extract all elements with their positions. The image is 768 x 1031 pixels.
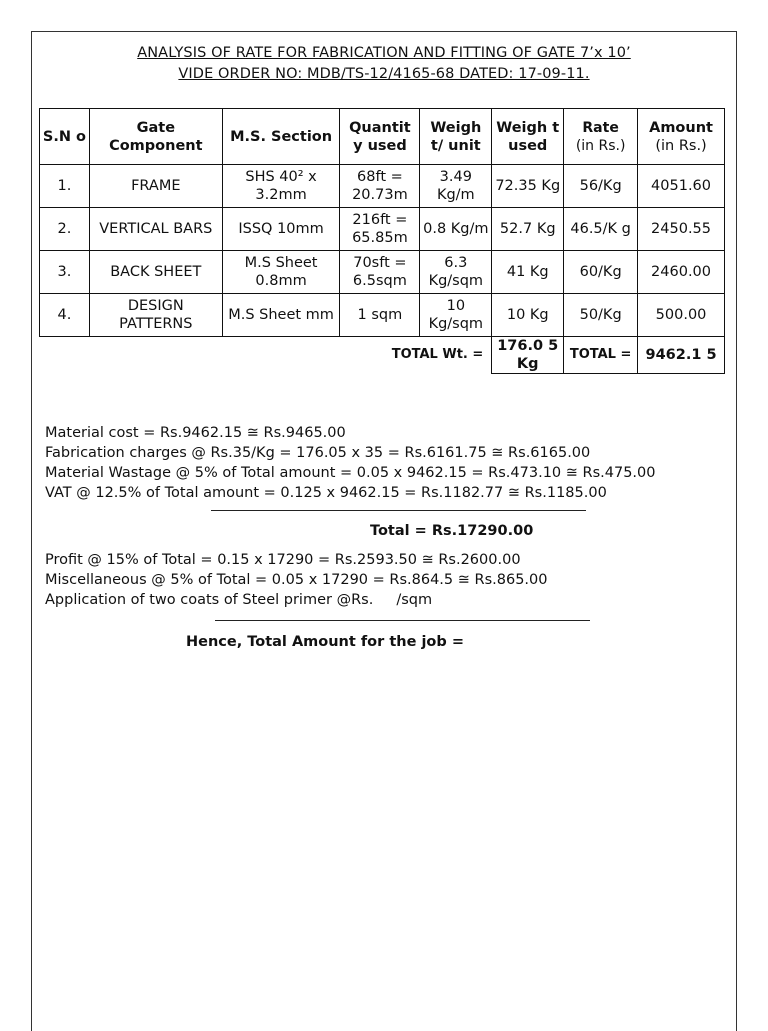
- vat-line: VAT @ 12.5% of Total amount = 0.125 x 9462.15 = Rs.1182.77 ≅ Rs.1185.00: [45, 485, 607, 501]
- header-component: Gate Component: [89, 109, 222, 165]
- header-rate: [564, 109, 638, 165]
- table-row: [40, 251, 725, 294]
- total-amount-value: 9462.1 5: [638, 337, 725, 374]
- cell-amount: 4051.60: [638, 165, 725, 208]
- cell-weight-unit: 3.49 Kg/m: [420, 165, 492, 208]
- cell-weight-unit: 0.8 Kg/m: [420, 208, 492, 251]
- cell-rate: 50/Kg: [564, 294, 638, 337]
- cell-section: M.S Sheet mm: [222, 294, 340, 337]
- cell-sno: 2.: [40, 208, 90, 251]
- table-row: [40, 208, 725, 251]
- cell-quantity: 1 sqm: [340, 294, 420, 337]
- grand-total-line: Hence, Total Amount for the job =: [186, 634, 464, 650]
- cell-quantity: 216ft = 65.85m: [340, 208, 420, 251]
- cost-breakdown: [45, 423, 656, 503]
- divider: [215, 620, 590, 621]
- table-header-row: [40, 109, 725, 165]
- cell-component: DESIGN PATTERNS: [89, 294, 222, 337]
- header-section: M.S. Section: [222, 109, 340, 165]
- table-row: [40, 165, 725, 208]
- cell-weight-used: 10 Kg: [492, 294, 564, 337]
- header-weight-used: Weigh t used: [492, 109, 564, 165]
- table-total-row: [40, 337, 725, 374]
- divider: [211, 510, 586, 511]
- total-weight-value: 176.0 5 Kg: [492, 337, 564, 374]
- cell-rate: 60/Kg: [564, 251, 638, 294]
- miscellaneous-line: Miscellaneous @ 5% of Total = 0.05 x 17290 = Rs.864.5 ≅ Rs.865.00: [45, 572, 548, 588]
- header-sno: S.N o: [40, 109, 90, 165]
- total-weight-label: TOTAL Wt. =: [391, 347, 484, 363]
- cell-component: BACK SHEET: [89, 251, 222, 294]
- cell-amount: 2460.00: [638, 251, 725, 294]
- profit-line: Profit @ 15% of Total = 0.15 x 17290 = Rs.2593.50 ≅ Rs.2600.00: [45, 552, 521, 568]
- header-amount-label: Amount: [649, 119, 713, 136]
- cell-weight-used: 41 Kg: [492, 251, 564, 294]
- cell-sno: 4.: [40, 294, 90, 337]
- cell-weight-used: 52.7 Kg: [492, 208, 564, 251]
- total-label: TOTAL =: [564, 337, 638, 374]
- subtotal-line: Total = Rs.17290.00: [370, 523, 534, 539]
- cell-amount: 500.00: [638, 294, 725, 337]
- cell-section: M.S Sheet 0.8mm: [222, 251, 340, 294]
- cell-section: SHS 40² x 3.2mm: [222, 165, 340, 208]
- primer-line: Application of two coats of Steel primer @Rs. /sqm: [45, 592, 433, 608]
- cell-rate: 56/Kg: [564, 165, 638, 208]
- header-rate-label: Rate: [582, 119, 619, 136]
- cell-rate: 46.5/K g: [564, 208, 638, 251]
- cell-weight-unit: 10 Kg/sqm: [420, 294, 492, 337]
- additional-charges: [45, 550, 547, 610]
- order-reference: VIDE ORDER NO: MDB/TS-12/4165-68 DATED: 17-09-11.: [178, 66, 590, 82]
- cell-component: FRAME: [89, 165, 222, 208]
- cell-amount: 2450.55: [638, 208, 725, 251]
- cell-quantity: 68ft = 20.73m: [340, 165, 420, 208]
- header-amount-unit: (in Rs.): [655, 137, 707, 154]
- cell-quantity: 70sft = 6.5sqm: [340, 251, 420, 294]
- header-quantity: Quantit y used: [340, 109, 420, 165]
- cell-sno: 3.: [40, 251, 90, 294]
- cell-weight-used: 72.35 Kg: [492, 165, 564, 208]
- cell-section: ISSQ 10mm: [222, 208, 340, 251]
- cell-weight-unit: 6.3 Kg/sqm: [420, 251, 492, 294]
- material-cost-line: Material cost = Rs.9462.15 ≅ Rs.9465.00: [45, 425, 346, 441]
- header-weight-unit: Weigh t/ unit: [420, 109, 492, 165]
- header-rate-unit: (in Rs.): [575, 137, 626, 154]
- fabrication-charges-line: Fabrication charges @ Rs.35/Kg = 176.05 x 35 = Rs.6161.75 ≅ Rs.6165.00: [45, 445, 591, 461]
- table-row: [40, 294, 725, 337]
- rate-analysis-table: [39, 108, 725, 374]
- cell-component: VERTICAL BARS: [89, 208, 222, 251]
- material-wastage-line: Material Wastage @ 5% of Total amount = 0.05 x 9462.15 = Rs.473.10 ≅ Rs.475.00: [45, 465, 656, 481]
- cell-sno: 1.: [40, 165, 90, 208]
- header-amount: [638, 109, 725, 165]
- document-title: ANALYSIS OF RATE FOR FABRICATION AND FITTING OF GATE 7’x 10’: [137, 45, 631, 61]
